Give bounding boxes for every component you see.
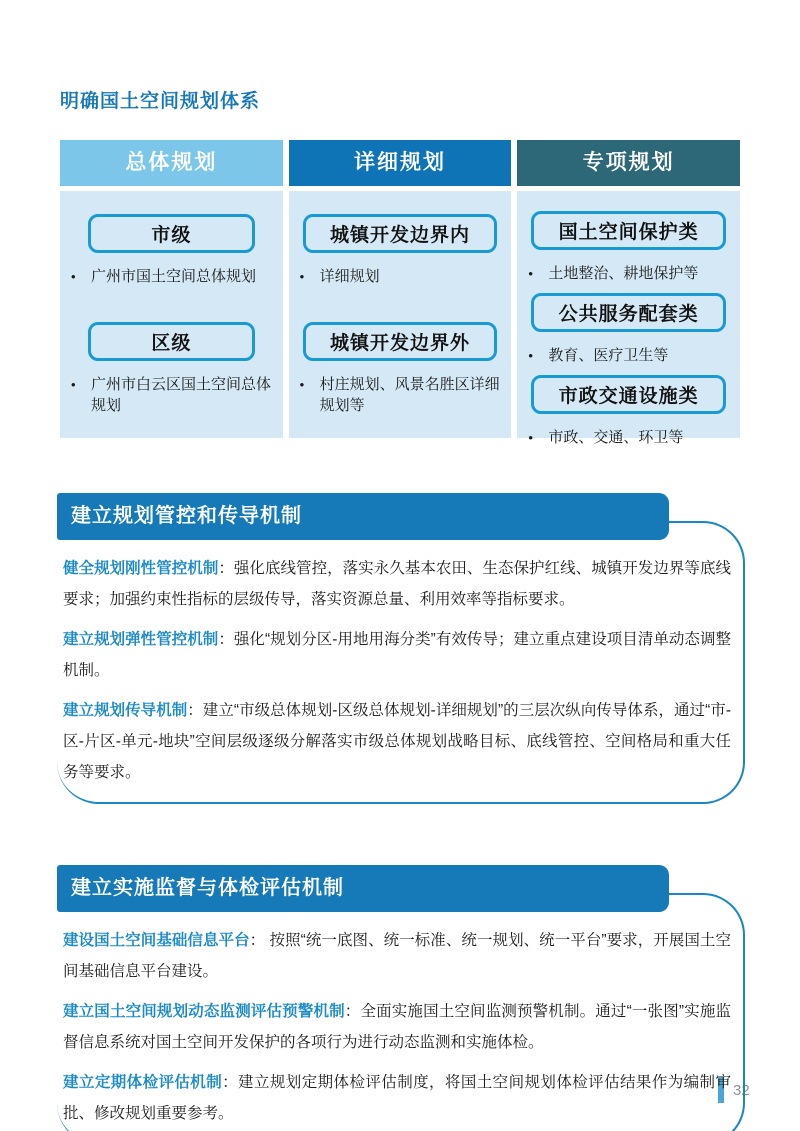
pill-protection-class: 国土空间保护类 (531, 211, 726, 250)
paragraph-lead: 建立规划传导机制 (63, 702, 188, 719)
paragraph (63, 996, 731, 1058)
group-city-level (60, 214, 283, 287)
column-header-special: 专项规划 (517, 140, 740, 186)
paragraph-lead: 建立定期体检评估机制 (63, 1074, 223, 1091)
column-header-overall: 总体规划 (60, 140, 283, 186)
column-body-special (517, 191, 740, 446)
group-municipal-transport-class (517, 375, 740, 448)
page-number: 32 (733, 1081, 750, 1099)
paragraph-text: ：强化底线管控，落实永久基本农田、生态保护红线、城镇开发边界等底线要求；加强约束性指标的层级传导，落实资源总量、利用效率等指标要求。 (63, 560, 731, 608)
bullet-item: • 广州市国土空间总体规划 (60, 266, 283, 287)
pill-municipal-transport-class: 市政交通设施类 (531, 375, 726, 414)
column-overall-planning (60, 140, 283, 438)
column-detailed-planning (289, 140, 512, 438)
paragraph-text: ： 按照“统一底图、统一标准、统一规划、统一平台”要求，开展国土空间基础信息平台建设。 (63, 932, 731, 980)
page-title: 明确国土空间规划体系 (60, 91, 261, 112)
paragraph-text: ：建立“市级总体规划-区级总体规划-详细规划”的三层次纵向传导体系，通过“市-区-片区-单元-地块”空间层级逐级分解落实市级总体规划战略目标、底线管控、空间格局和重大任务等要求。 (63, 702, 731, 781)
bullet-item: • 村庄规划、风景名胜区详细规划等 (289, 374, 512, 416)
column-body-detailed (289, 191, 512, 438)
section-header-control-transmission: 建立规划管控和传导机制 (57, 493, 669, 540)
bullet-item: • 广州市白云区国土空间总体规划 (60, 374, 283, 416)
bullet-item: • 教育、医疗卫生等 (517, 345, 740, 366)
pill-district-level: 区级 (88, 322, 255, 361)
paragraph-text: ：强化“规划分区-用地用海分类”有效传导；建立重点建设项目清单动态调整机制。 (63, 631, 731, 679)
paragraph-lead: 建立国土空间规划动态监测评估预警机制 (63, 1003, 345, 1020)
paragraph-lead: 建立规划弹性管控机制 (63, 631, 219, 648)
bullet-item: • 市政、交通、环卫等 (517, 427, 740, 448)
paragraph (63, 925, 731, 987)
section-supervision-evaluation (57, 865, 745, 1131)
group-public-service-class (517, 293, 740, 366)
paragraph-lead: 健全规划刚性管控机制 (63, 560, 219, 577)
bullet-item: • 土地整治、耕地保护等 (517, 263, 740, 284)
bullet-item: • 详细规划 (289, 266, 512, 287)
pill-city-level: 市级 (88, 214, 255, 253)
paragraph (63, 553, 731, 615)
group-inside-boundary (289, 214, 512, 287)
paragraph-text: ：建立规划定期体检评估制度，将国土空间规划体检评估结果作为编制审批、修改规划重要参考。 (63, 1074, 731, 1122)
section-body-control-transmission (57, 521, 745, 804)
paragraph (63, 624, 731, 686)
planning-system-diagram (60, 140, 740, 446)
section-header-supervision-evaluation: 建立实施监督与体检评估机制 (57, 865, 669, 912)
column-header-detailed: 详细规划 (289, 140, 512, 186)
paragraph-text: ：全面实施国土空间监测预警机制。通过“一张图”实施监督信息系统对国土空间开发保护的各项行为进行动态监测和实施体检。 (63, 1003, 731, 1051)
paragraph-lead: 建设国土空间基础信息平台 (63, 932, 250, 949)
pill-inside-boundary: 城镇开发边界内 (303, 214, 498, 253)
pill-outside-boundary: 城镇开发边界外 (303, 322, 498, 361)
paragraph (63, 695, 731, 788)
group-district-level (60, 322, 283, 416)
group-outside-boundary (289, 322, 512, 416)
group-protection-class (517, 211, 740, 284)
pill-public-service-class: 公共服务配套类 (531, 293, 726, 332)
section-control-transmission (57, 493, 745, 804)
paragraph (63, 1067, 731, 1129)
column-body-overall (60, 191, 283, 438)
column-special-planning (517, 140, 740, 446)
section-body-supervision-evaluation (57, 893, 745, 1131)
